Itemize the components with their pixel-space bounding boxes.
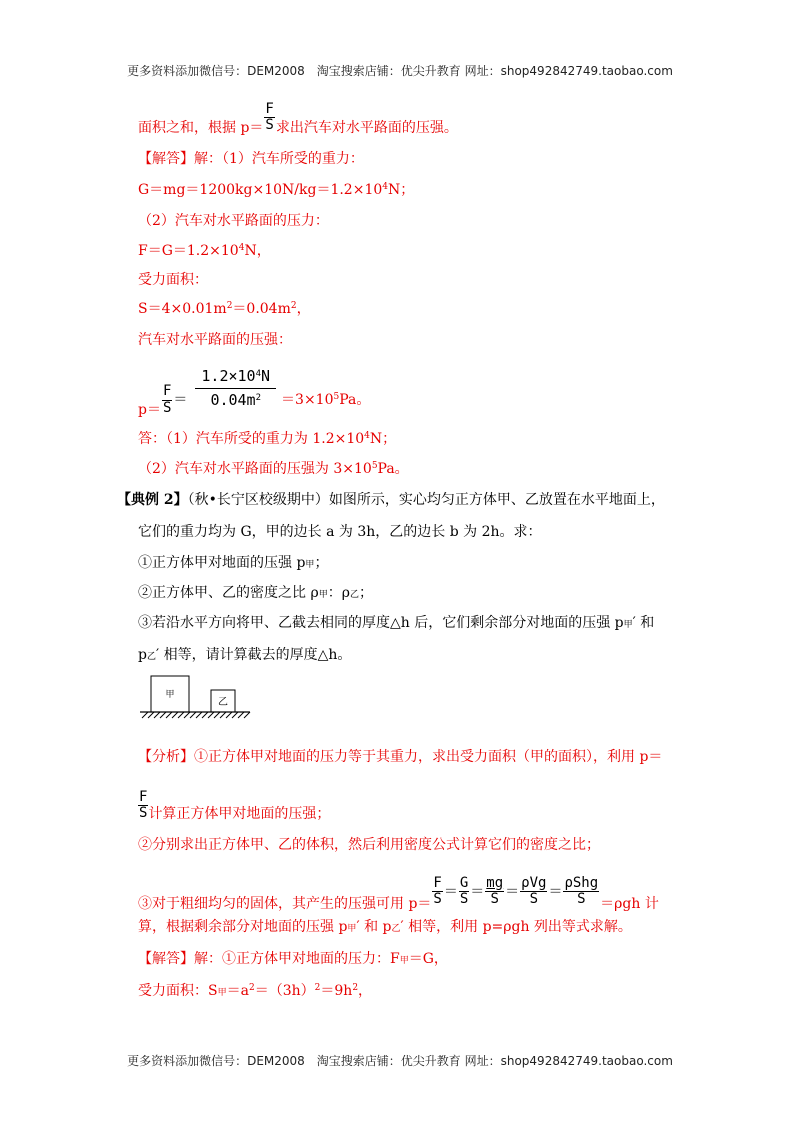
fraction-num: F <box>265 101 274 117</box>
cube-jia-label: 甲 <box>165 690 175 700</box>
analysis-line <box>138 920 632 934</box>
text-span: ＝0.04m <box>232 301 291 317</box>
exponent: 4 <box>364 431 370 441</box>
text-span: ①正方体甲对地面的压力等于其重力，求出受力面积（甲的面积），利用 p＝ <box>194 749 663 765</box>
fraction-pressure <box>195 368 276 408</box>
question-2 <box>138 586 373 600</box>
fraction-den: S <box>529 891 539 908</box>
text-span: N； <box>388 182 415 198</box>
text-span: p＝ <box>138 402 161 418</box>
fraction-den: S <box>490 891 499 908</box>
text-span: ′ 相等，利用 p=ρgh 列出等式求解。 <box>400 919 632 935</box>
exponent: 2 <box>248 983 255 993</box>
exponent: 5 <box>333 392 340 402</box>
text-span: p <box>138 647 147 663</box>
fraction-g-s <box>459 876 469 908</box>
answer-tag: 【解答】 <box>138 951 194 967</box>
result-span <box>281 392 370 408</box>
fraction-num: mg <box>486 875 504 891</box>
fraction-rshg-s <box>563 876 599 908</box>
subscript: 甲 <box>347 924 357 934</box>
subscript: 甲 <box>623 620 633 630</box>
text-line <box>138 244 271 258</box>
text-span: ②分别求出正方体甲、乙的体积，然后利用密度公式计算它们的密度之比； <box>138 837 600 853</box>
fraction-den: S <box>459 891 469 908</box>
text-span: 求出汽车对水平路面的压强。 <box>275 119 458 136</box>
exponent: 2 <box>314 983 321 993</box>
analysis-line <box>138 838 600 852</box>
subscript: 乙 <box>391 924 401 934</box>
fraction-rvg-s <box>520 876 547 908</box>
text-span: S＝4×0.01m <box>138 301 227 317</box>
text-line <box>138 214 329 228</box>
fraction-num: ρShg <box>564 875 599 891</box>
exponent: 2 <box>290 301 297 311</box>
text-span: N； <box>369 431 397 447</box>
fraction-num: F <box>162 383 172 400</box>
text-span: 汽车对水平路面的压强： <box>138 332 292 348</box>
fraction-f-s <box>162 384 172 416</box>
subscript: 乙 <box>349 590 359 600</box>
text-line <box>138 273 208 287</box>
fraction-f-s <box>432 876 442 908</box>
text-span: ； <box>358 585 373 601</box>
text-span: ′ 和 <box>632 615 655 631</box>
answer-tag: 【解答】 <box>138 151 194 167</box>
text-span: ＝ <box>443 883 458 900</box>
text-span: ＝ <box>173 392 188 408</box>
fraction-den: S <box>577 891 586 908</box>
text-span: 答：（1）汽车所受的重力为 1.2×10 <box>138 431 365 447</box>
text-span: ＝a <box>226 983 249 999</box>
subscript: 甲 <box>399 956 409 966</box>
text-span: N， <box>244 243 271 259</box>
answer-line <box>138 984 372 998</box>
text-span: F＝G＝1.2×10 <box>138 243 239 259</box>
example-heading <box>117 493 665 507</box>
text-span: ＝G， <box>408 951 448 967</box>
fraction-num: F <box>139 789 148 805</box>
fraction-num: F <box>433 875 442 891</box>
text-span: ＝（3h） <box>254 983 315 999</box>
text-span: 它们的重力均为 G，甲的边长 a 为 3h，乙的边长 b 为 2h。求： <box>138 524 542 540</box>
text-span: 受力面积：S <box>138 983 218 999</box>
analysis-tag: 【分析】 <box>138 749 194 765</box>
text-span: ＝ <box>470 883 485 900</box>
fraction-den: S <box>433 891 442 908</box>
text-line <box>138 525 542 539</box>
subscript: 甲 <box>305 560 315 570</box>
text-span: ③对于粗细均匀的固体，其产生的压强可用 p＝ <box>138 895 432 912</box>
text-span: ； <box>314 555 329 571</box>
subscript: 甲 <box>318 590 328 600</box>
subscript: 乙 <box>146 652 156 662</box>
text-span: ＝9h <box>320 983 353 999</box>
text-span: 面积之和，根据 p＝ <box>138 119 264 136</box>
exponent: 2 <box>352 983 359 993</box>
page-header: 更多资料添加微信号：DEM2008 淘宝搜索店铺：优尖升教育 网址：shop492842749.taobao.com <box>127 64 673 78</box>
text-span: （2）汽车对水平路面的压力： <box>138 213 329 229</box>
fraction-num: G <box>459 875 469 891</box>
text-span: 解：（1）汽车所受的重力： <box>194 151 364 167</box>
fraction-num: ρVg <box>521 875 547 891</box>
fraction-f-s <box>138 790 148 822</box>
text-span: ′ 相等，请计算截去的厚度△h。 <box>155 647 352 663</box>
analysis-line <box>138 750 662 764</box>
question-3-cont <box>138 648 351 662</box>
fraction-den: 0.04m <box>210 390 256 409</box>
fraction-mg-s <box>485 876 504 908</box>
cube-yi-label: 乙 <box>218 697 228 708</box>
text-span: 解：①正方体甲对地面的压力：F <box>194 951 400 967</box>
fraction-num: 1.2×10 <box>201 367 256 385</box>
text-span: ＝3×10 <box>281 392 334 408</box>
text-line <box>138 183 414 197</box>
text-line <box>138 101 458 144</box>
text-span: ， <box>358 983 373 999</box>
ground-hatch <box>142 712 250 718</box>
text-span: （秋•长宁区校级期中）如图所示，实心均匀正方体甲、乙放置在水平地面上， <box>187 492 665 508</box>
exponent: 4 <box>255 369 262 379</box>
text-span: （2）汽车对水平路面的压强为 3×10 <box>138 461 372 477</box>
text-span: ③若沿水平方向将甲、乙截去相同的厚度△h 后，它们剩余部分对地面的压强 p <box>138 615 624 631</box>
text-span: ′ 和 p <box>356 919 392 935</box>
text-span: Pa。 <box>339 392 371 408</box>
text-span: ＝ <box>548 883 563 900</box>
page-footer: 更多资料添加微信号：DEM2008 淘宝搜索店铺：优尖升教育 网址：shop492842749.taobao.com <box>127 1054 673 1068</box>
example-tag: 【典例 2】 <box>117 492 188 508</box>
exponent: 5 <box>371 461 378 471</box>
text-line <box>138 432 396 446</box>
text-span: Pa。 <box>377 461 409 477</box>
text-span: 受力面积： <box>138 272 208 288</box>
cubes-figure <box>138 674 258 724</box>
exponent: 4 <box>382 182 388 192</box>
fraction-f-s <box>264 102 274 134</box>
answer-line <box>138 952 448 966</box>
text-line <box>138 462 409 476</box>
text-span: 计算正方体甲对地面的压强； <box>148 805 331 822</box>
analysis-line <box>138 790 330 822</box>
subscript: 甲 <box>217 988 227 998</box>
analysis-line <box>138 866 659 912</box>
text-span: ＝ <box>505 883 520 900</box>
fraction-den: S <box>139 805 148 822</box>
text-span: 算，根据剩余部分对地面的压强 p <box>138 919 348 935</box>
text-span: N <box>261 367 271 385</box>
exponent: 2 <box>226 301 233 311</box>
question-3 <box>138 616 654 630</box>
text-span: G＝mg＝1200kg×10N/kg＝1.2×10 <box>138 182 383 198</box>
text-span: ：ρ <box>327 585 350 601</box>
text-span: ②正方体甲、乙的密度之比 ρ <box>138 585 319 601</box>
exponent: 4 <box>238 243 245 253</box>
text-line <box>138 302 311 316</box>
fraction-den: S <box>162 399 172 416</box>
question-1 <box>138 556 328 570</box>
text-span: ， <box>296 301 311 317</box>
formula-line <box>138 368 370 418</box>
text-span: ①正方体甲对地面的压强 p <box>138 555 306 571</box>
text-line <box>138 333 292 347</box>
fraction-den: S <box>265 117 274 134</box>
text-line <box>138 152 364 166</box>
text-span: ＝ρgh 计 <box>600 895 659 912</box>
exponent: 2 <box>255 392 262 403</box>
